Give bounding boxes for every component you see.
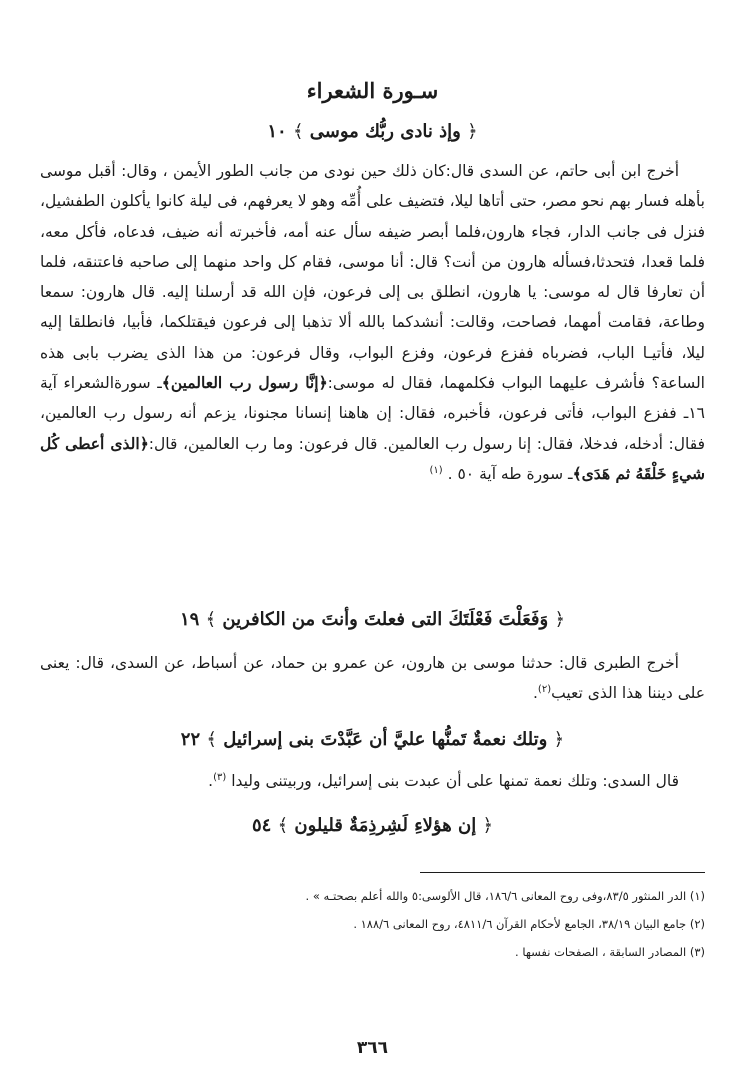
surah-title: سـورة الشعراء [306, 78, 439, 103]
verse-number: ٢٢ [180, 729, 201, 750]
verse-heading: ﴿ إن هؤلاءِ لَشِرذِمَةٌ قليلون ﴾ ٥٤ [251, 815, 494, 836]
footnote-ref: (١) [429, 464, 443, 476]
verse-number: ٥٤ [251, 815, 272, 836]
footnote-ref: (٢) [537, 684, 552, 696]
footnote: (٢) جامع البيان ٣٨/١٩، الجامع لأحكام القرآن ٤٨١١/٦، روح المعانى ١٨٨/٦ . [353, 917, 705, 931]
verse-number: ١٩ [179, 609, 200, 630]
page-number: ٣٦٦ [356, 1038, 389, 1058]
commentary-paragraph: أخرج ابن أبى حاتم، عن السدى قال:كان ذلك حين نودى من جانب الطور الأيمن ، وقال: أقبل موسى بأهله فسار بهم نحو مصر، حتى أتاها ليلا، فتضيف على أُمِّه وهو لا يعرفهم، فى ليلة كانوا يأكلون الطفشيل، فنزل فى جانب الدار، فجاء هارون،فلما أبصر ضيفه سأل عنه أمه، فأخبرته أنه ضيف، فدعاه، فأكل معه، فلما قعدا، فتحدثا،فسأله هارون من أنت؟ قال: أنا موسى، فقام كل واحد منهما إلى صاحبه فاعتنقه، فلما أن تعارفا قال له موسى: يا هارون، انطلق بى إلى فرعون، فإن الله قد أرسلنا إليه. قال هارون: سمعا وطاعة، فقامت أمهما، فصاحت، وقالت: أنشدكما بالله ألا تذهبا إلى فرعون فيقتلكما، فأبيا، فانطلقا إليه ليلا، فأتيـا الباب، فضرباه ففزع فرعون، وفزع البواب، وقال فرعون: من هذا الذى يضرب بابى هذه الساعة؟ فأشرف عليهما البواب فكلمهما، فقال له موسى:﴿إنَّا رسول رب العالمين﴾ـ سورةالشعراء آية ١٦ـ ففزع البواب، فأتى فرعون، فأخبره، فقال: إن هاهنا إنسانا مجنونا، يزعم أنه رسول رب العالمين، فقال: أدخله، فدخلا، فقال: إنا رسول رب العالمين. قال فرعون: وما رب العالمين، قال:﴿الذى أعطى كُل شيءٍ خَلْقَهُ ثم هَدَى﴾ـ سورة طه آية ٥٠ . $^{(١)}$ [40, 162, 705, 483]
footnote: (١) الدر المنثور ٨٣/٥،وفى روح المعانى ١٨٦/٦، قال الألوسى:٥ والله أعلم بصحتـه » . [305, 889, 705, 903]
verse-heading: ﴿ وَفَعَلْتَ فَعْلَتَكَ التى فعلتَ وأنتَ من الكافرين ﴾ ١٩ [179, 609, 566, 630]
verse-text: وتلك نعمةٌ تَمنُّها عليَّ أن عَبَّدْتَ بنى إسرائيل [223, 729, 548, 750]
verse-text: وَفَعَلْتَ فَعْلَتَكَ التى فعلتَ وأنتَ من الكافرين [222, 609, 549, 630]
footnote-separator [420, 872, 705, 873]
verse-heading: ﴿ وإذ نادى ربُّك موسى ﴾ ١٠ [267, 121, 478, 142]
inline-quran-quote: ﴿الذى أعطى كُل شيءٍ خَلْقَهُ ثم هَدَى﴾ [40, 433, 705, 483]
footnote-ref: (٣) [213, 771, 227, 783]
commentary-paragraph: قال السدى: وتلك نعمة تمنها على أن عبدت بنى إسرائيل، وربيتنى وليدا $^{(٣)}$. [208, 771, 679, 790]
verse-heading: ﴿ وتلك نعمةٌ تَمنُّها عليَّ أن عَبَّدْتَ بنى إسرائيل ﴾ ٢٢ [180, 729, 565, 750]
commentary-paragraph: أخرج الطبرى قال: حدثنا موسى بن هارون، عن عمرو بن حماد، عن أسباط، عن السدى، قال: يعنى على ديننا هذا الذى تعيب$^{(٢)}$. [40, 654, 705, 703]
inline-quran-quote: ﴿إنَّا رسول رب العالمين﴾ [161, 373, 328, 393]
verse-text: وإذ نادى ربُّك موسى [309, 121, 461, 142]
footnote: (٣) المصادر السابقة ، الصفحات نفسها . [515, 945, 705, 959]
verse-text: إن هؤلاءِ لَشِرذِمَةٌ قليلون [294, 815, 477, 836]
verse-number: ١٠ [267, 121, 287, 142]
